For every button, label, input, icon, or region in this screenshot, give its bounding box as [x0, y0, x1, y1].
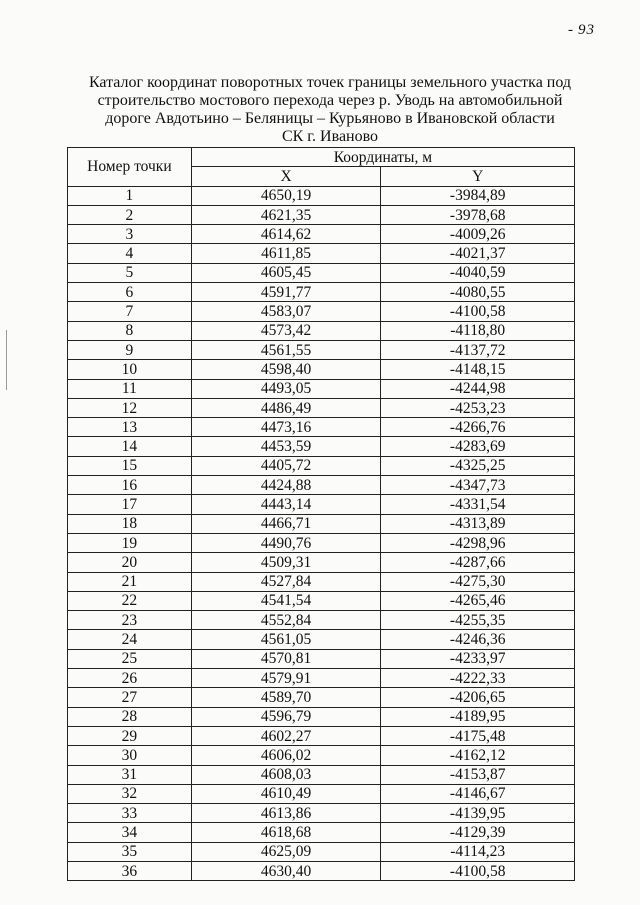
table-row [68, 630, 575, 649]
cell-point-number: 5 [68, 263, 192, 282]
cell-y: -4080,55 [381, 283, 575, 302]
cell-point-number: 31 [68, 765, 192, 784]
cell-x: 4611,85 [191, 244, 381, 263]
table-row [68, 649, 575, 668]
cell-x: 4490,76 [191, 533, 381, 552]
table-row [68, 804, 575, 823]
cell-y: -4347,73 [381, 476, 575, 495]
cell-y: -4244,98 [381, 379, 575, 398]
table-body [68, 186, 575, 881]
cell-x: 4614,62 [191, 225, 381, 244]
table-row [68, 765, 575, 784]
cell-y: -4325,25 [381, 456, 575, 475]
cell-y: -4283,69 [381, 437, 575, 456]
table-row [68, 591, 575, 610]
title-line: Каталог координат поворотных точек границы земельного участка под [88, 74, 572, 91]
table-row [68, 476, 575, 495]
cell-point-number: 2 [68, 205, 192, 224]
cell-y: -4146,67 [381, 784, 575, 803]
table-row [68, 726, 575, 745]
cell-x: 4618,68 [191, 823, 381, 842]
cell-y: -4275,30 [381, 572, 575, 591]
table-row [68, 302, 575, 321]
table-row [68, 225, 575, 244]
table-row [68, 611, 575, 630]
cell-y: -4189,95 [381, 707, 575, 726]
cell-point-number: 3 [68, 225, 192, 244]
table-row [68, 842, 575, 861]
cell-point-number: 6 [68, 283, 192, 302]
cell-point-number: 29 [68, 726, 192, 745]
cell-y: -4246,36 [381, 630, 575, 649]
title-line: строительство мостового перехода через р. Уводь на автомобильной [97, 92, 563, 109]
cell-point-number: 32 [68, 784, 192, 803]
cell-y: -4233,97 [381, 649, 575, 668]
table-row [68, 244, 575, 263]
cell-point-number: 19 [68, 533, 192, 552]
cell-x: 4466,71 [191, 514, 381, 533]
cell-y: -4287,66 [381, 553, 575, 572]
cell-point-number: 12 [68, 398, 192, 417]
cell-x: 4570,81 [191, 649, 381, 668]
cell-point-number: 22 [68, 591, 192, 610]
cell-x: 4605,45 [191, 263, 381, 282]
cell-x: 4473,16 [191, 418, 381, 437]
cell-point-number: 23 [68, 611, 192, 630]
table-row [68, 418, 575, 437]
cell-point-number: 33 [68, 804, 192, 823]
header-coordinates: Координаты, м [191, 148, 574, 167]
cell-y: -4162,12 [381, 746, 575, 765]
cell-y: -4206,65 [381, 688, 575, 707]
cell-point-number: 14 [68, 437, 192, 456]
cell-y: -4129,39 [381, 823, 575, 842]
cell-x: 4583,07 [191, 302, 381, 321]
cell-x: 4561,05 [191, 630, 381, 649]
cell-y: -4009,26 [381, 225, 575, 244]
table-row [68, 205, 575, 224]
cell-point-number: 4 [68, 244, 192, 263]
cell-y: -3978,68 [381, 205, 575, 224]
cell-y: -4137,72 [381, 340, 575, 359]
cell-x: 4630,40 [191, 861, 381, 880]
cell-y: -4114,23 [381, 842, 575, 861]
cell-y: -4175,48 [381, 726, 575, 745]
cell-point-number: 18 [68, 514, 192, 533]
cell-point-number: 11 [68, 379, 192, 398]
page-number-value: 93 [578, 22, 595, 38]
table-row [68, 572, 575, 591]
cell-y: -4100,58 [381, 861, 575, 880]
table-row [68, 669, 575, 688]
cell-x: 4443,14 [191, 495, 381, 514]
header-x: X [191, 167, 381, 186]
cell-y: -4253,23 [381, 398, 575, 417]
cell-x: 4541,54 [191, 591, 381, 610]
table-row [68, 456, 575, 475]
title-line: дороге Авдотьино – Беляницы – Курьяново в Ивановской области [105, 110, 555, 127]
cell-point-number: 16 [68, 476, 192, 495]
cell-x: 4608,03 [191, 765, 381, 784]
cell-point-number: 21 [68, 572, 192, 591]
cell-point-number: 8 [68, 321, 192, 340]
cell-x: 4486,49 [191, 398, 381, 417]
table-row [68, 321, 575, 340]
cell-point-number: 20 [68, 553, 192, 572]
cell-point-number: 34 [68, 823, 192, 842]
cell-point-number: 35 [68, 842, 192, 861]
cell-x: 4613,86 [191, 804, 381, 823]
cell-point-number: 27 [68, 688, 192, 707]
table-row [68, 283, 575, 302]
header-point-number: Номер точки [68, 148, 192, 187]
title-line-crs: СК г. Иваново [281, 128, 379, 145]
cell-point-number: 1 [68, 186, 192, 205]
cell-x: 4598,40 [191, 360, 381, 379]
cell-point-number: 30 [68, 746, 192, 765]
cell-x: 4552,84 [191, 611, 381, 630]
cell-y: -4266,76 [381, 418, 575, 437]
table-row [68, 514, 575, 533]
cell-point-number: 26 [68, 669, 192, 688]
table-row [68, 553, 575, 572]
cell-y: -3984,89 [381, 186, 575, 205]
table-row [68, 263, 575, 282]
table-row [68, 495, 575, 514]
cell-x: 4625,09 [191, 842, 381, 861]
document-title [60, 74, 600, 146]
cell-x: 4561,55 [191, 340, 381, 359]
cell-y: -4100,58 [381, 302, 575, 321]
table-row [68, 784, 575, 803]
cell-y: -4265,46 [381, 591, 575, 610]
cell-y: -4148,15 [381, 360, 575, 379]
table-row [68, 688, 575, 707]
cell-x: 4621,35 [191, 205, 381, 224]
table-row [68, 707, 575, 726]
cell-y: -4153,87 [381, 765, 575, 784]
table-row [68, 340, 575, 359]
table-row [68, 379, 575, 398]
table-row [68, 861, 575, 880]
table-row [68, 823, 575, 842]
cell-point-number: 28 [68, 707, 192, 726]
page-number: - 93 [568, 22, 595, 38]
cell-y: -4313,89 [381, 514, 575, 533]
cell-point-number: 36 [68, 861, 192, 880]
cell-x: 4589,70 [191, 688, 381, 707]
header-y: Y [381, 167, 575, 186]
cell-y: -4021,37 [381, 244, 575, 263]
table-row [68, 746, 575, 765]
cell-point-number: 24 [68, 630, 192, 649]
cell-point-number: 17 [68, 495, 192, 514]
cell-y: -4222,33 [381, 669, 575, 688]
cell-y: -4040,59 [381, 263, 575, 282]
cell-x: 4527,84 [191, 572, 381, 591]
table-row [68, 186, 575, 205]
cell-x: 4573,42 [191, 321, 381, 340]
table-row [68, 533, 575, 552]
cell-point-number: 15 [68, 456, 192, 475]
coordinates-table [67, 147, 575, 881]
cell-x: 4650,19 [191, 186, 381, 205]
cell-x: 4405,72 [191, 456, 381, 475]
scan-edge-mark [6, 330, 7, 390]
cell-x: 4453,59 [191, 437, 381, 456]
cell-y: -4331,54 [381, 495, 575, 514]
cell-x: 4591,77 [191, 283, 381, 302]
cell-point-number: 25 [68, 649, 192, 668]
cell-y: -4255,35 [381, 611, 575, 630]
cell-x: 4602,27 [191, 726, 381, 745]
cell-x: 4596,79 [191, 707, 381, 726]
cell-y: -4298,96 [381, 533, 575, 552]
cell-x: 4424,88 [191, 476, 381, 495]
cell-x: 4579,91 [191, 669, 381, 688]
table-row [68, 398, 575, 417]
cell-x: 4610,49 [191, 784, 381, 803]
cell-point-number: 10 [68, 360, 192, 379]
cell-x: 4509,31 [191, 553, 381, 572]
cell-point-number: 13 [68, 418, 192, 437]
cell-point-number: 9 [68, 340, 192, 359]
table-row [68, 437, 575, 456]
cell-x: 4493,05 [191, 379, 381, 398]
cell-y: -4139,95 [381, 804, 575, 823]
table-row [68, 360, 575, 379]
cell-x: 4606,02 [191, 746, 381, 765]
cell-y: -4118,80 [381, 321, 575, 340]
cell-point-number: 7 [68, 302, 192, 321]
